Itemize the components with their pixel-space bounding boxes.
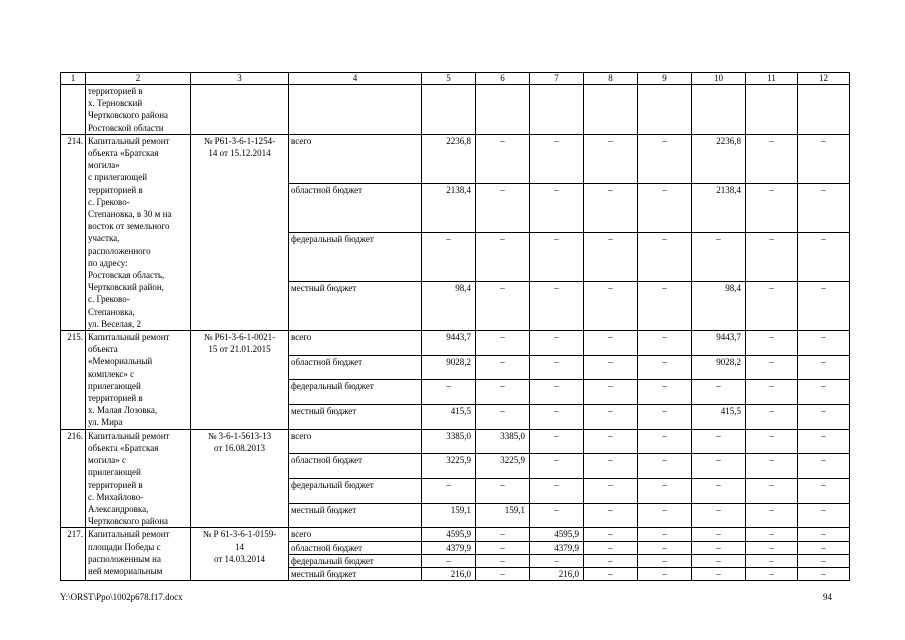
budget-value: –: [476, 134, 530, 183]
budget-value: –: [692, 567, 746, 580]
budget-value: –: [692, 380, 746, 405]
budget-value: –: [746, 454, 798, 479]
budget-value: –: [798, 405, 850, 430]
item-number: 217.: [61, 528, 86, 581]
budget-value: 4379,9: [422, 541, 476, 554]
budget-value: –: [746, 541, 798, 554]
budget-value: 216,0: [422, 567, 476, 580]
budget-source: областной бюджет: [289, 541, 422, 554]
budget-value: –: [476, 405, 530, 430]
budget-value: –: [798, 183, 850, 232]
budget-value: –: [530, 454, 584, 479]
budget-value: 9443,7: [422, 331, 476, 356]
budget-value: –: [584, 355, 638, 380]
budget-value: 3225,9: [476, 454, 530, 479]
budget-value: –: [422, 479, 476, 504]
column-number: 9: [638, 73, 692, 85]
budget-value: –: [584, 567, 638, 580]
budget-value: –: [638, 567, 692, 580]
budget-value: 415,5: [692, 405, 746, 430]
budget-source: федеральный бюджет: [289, 380, 422, 405]
budget-value: –: [476, 554, 530, 567]
budget-table: [60, 72, 850, 581]
budget-value: –: [476, 282, 530, 331]
item-document: № Р61-3-6-1-1254- 14 от 15.12.2014: [191, 134, 289, 330]
budget-value: –: [746, 479, 798, 504]
budget-source: федеральный бюджет: [289, 479, 422, 504]
footer-file-path: Y:\ORST\Ppo\1002p678.f17.docx: [60, 592, 183, 602]
budget-source: местный бюджет: [289, 567, 422, 580]
budget-value: –: [798, 380, 850, 405]
budget-source: всего: [289, 429, 422, 454]
budget-value: –: [798, 134, 850, 183]
budget-value: –: [584, 541, 638, 554]
budget-value: –: [638, 355, 692, 380]
budget-value: 2236,8: [422, 134, 476, 183]
budget-value: –: [476, 541, 530, 554]
budget-value: –: [746, 503, 798, 528]
budget-value: 3225,9: [422, 454, 476, 479]
column-number: 12: [798, 73, 850, 85]
column-number: 3: [191, 73, 289, 85]
budget-value: –: [476, 183, 530, 232]
budget-value: –: [476, 380, 530, 405]
budget-value: –: [798, 528, 850, 541]
item-description: Капитальный ремонт объекта «Мемориальный комплекс» с прилегающей территорией в х. Малая Лозовка, ул. Мира: [86, 331, 191, 430]
column-number: 10: [692, 73, 746, 85]
budget-value: –: [476, 528, 530, 541]
budget-value: –: [746, 429, 798, 454]
budget-value: –: [746, 331, 798, 356]
budget-value: –: [638, 541, 692, 554]
column-number-row: [61, 73, 850, 85]
budget-source: федеральный бюджет: [289, 554, 422, 567]
item-document: № 3-6-1-5613-13 от 16.08.2013: [191, 429, 289, 528]
budget-value: –: [530, 355, 584, 380]
budget-value: –: [798, 232, 850, 281]
item-description: Капитальный ремонт объекта «Братская могила» с прилегающей территорией в с. Греково- Степановка, в 30 м на восток от земельного участка, расположенного по адресу: Ростовская область, Чертковский район, с. Греково- Степановка, ул. Веселая, 2: [86, 134, 191, 330]
budget-value: –: [530, 134, 584, 183]
budget-value: 3385,0: [422, 429, 476, 454]
budget-value: –: [584, 282, 638, 331]
budget-value: –: [530, 331, 584, 356]
table-row: [61, 528, 850, 541]
column-number: 5: [422, 73, 476, 85]
budget-value: –: [584, 134, 638, 183]
budget-value: –: [530, 405, 584, 430]
budget-value: 4379,9: [530, 541, 584, 554]
budget-value: –: [584, 503, 638, 528]
budget-value: –: [798, 331, 850, 356]
column-number: 8: [584, 73, 638, 85]
item-number: 215.: [61, 331, 86, 430]
budget-value: –: [638, 134, 692, 183]
budget-value: –: [692, 503, 746, 528]
budget-source: федеральный бюджет: [289, 232, 422, 281]
budget-value: –: [476, 355, 530, 380]
budget-value: –: [692, 232, 746, 281]
column-number: 11: [746, 73, 798, 85]
budget-value: –: [798, 429, 850, 454]
continuation-description: территорией в х. Терновский Чертковского района Ростовской области: [86, 85, 191, 135]
column-number: 6: [476, 73, 530, 85]
budget-value: –: [692, 528, 746, 541]
budget-value: 98,4: [692, 282, 746, 331]
item-number: 216.: [61, 429, 86, 528]
budget-value: –: [638, 331, 692, 356]
budget-value: –: [638, 380, 692, 405]
budget-value: 159,1: [476, 503, 530, 528]
budget-value: –: [584, 554, 638, 567]
budget-value: 4595,9: [422, 528, 476, 541]
budget-value: –: [746, 554, 798, 567]
budget-value: 2138,4: [422, 183, 476, 232]
budget-value: 3385,0: [476, 429, 530, 454]
budget-value: 9028,2: [422, 355, 476, 380]
item-description: Капитальный ремонт объекта «Братская могила» с прилегающей территорией в с. Михайлово- Александровка, Чертковского района: [86, 429, 191, 528]
budget-value: 9028,2: [692, 355, 746, 380]
budget-value: –: [798, 282, 850, 331]
budget-value: 9443,7: [692, 331, 746, 356]
budget-value: –: [746, 183, 798, 232]
item-number: 214.: [61, 134, 86, 330]
budget-value: –: [638, 554, 692, 567]
budget-value: –: [422, 554, 476, 567]
budget-source: областной бюджет: [289, 183, 422, 232]
budget-value: –: [638, 429, 692, 454]
budget-source: местный бюджет: [289, 503, 422, 528]
budget-value: –: [584, 479, 638, 504]
budget-value: –: [638, 503, 692, 528]
budget-value: –: [422, 232, 476, 281]
budget-value: –: [638, 454, 692, 479]
budget-value: –: [692, 454, 746, 479]
budget-value: –: [798, 541, 850, 554]
item-document: № Р61-3-6-1-0021- 15 от 21.01.2015: [191, 331, 289, 430]
budget-value: –: [746, 380, 798, 405]
budget-value: –: [746, 134, 798, 183]
budget-value: –: [746, 405, 798, 430]
budget-value: –: [746, 528, 798, 541]
budget-value: –: [638, 528, 692, 541]
table-row: [61, 134, 850, 183]
budget-value: –: [584, 183, 638, 232]
budget-value: –: [746, 355, 798, 380]
budget-value: 2138,4: [692, 183, 746, 232]
budget-value: –: [798, 454, 850, 479]
budget-value: –: [422, 380, 476, 405]
budget-value: 2236,8: [692, 134, 746, 183]
budget-source: всего: [289, 134, 422, 183]
budget-value: –: [530, 232, 584, 281]
budget-value: –: [476, 232, 530, 281]
budget-value: –: [476, 479, 530, 504]
budget-value: –: [584, 380, 638, 405]
budget-value: –: [584, 331, 638, 356]
budget-value: –: [798, 479, 850, 504]
table-body: [61, 73, 850, 581]
budget-value: –: [638, 183, 692, 232]
budget-value: –: [530, 282, 584, 331]
budget-source: всего: [289, 528, 422, 541]
budget-value: 98,4: [422, 282, 476, 331]
budget-value: –: [530, 554, 584, 567]
budget-value: –: [530, 503, 584, 528]
continuation-num: [61, 85, 86, 135]
column-number: 2: [86, 73, 191, 85]
budget-value: 159,1: [422, 503, 476, 528]
budget-value: –: [584, 429, 638, 454]
budget-value: –: [638, 479, 692, 504]
column-number: 7: [530, 73, 584, 85]
budget-value: 415,5: [422, 405, 476, 430]
table-row: [61, 331, 850, 356]
budget-source: местный бюджет: [289, 405, 422, 430]
footer-page-number: 94: [823, 592, 832, 602]
budget-source: областной бюджет: [289, 454, 422, 479]
budget-value: –: [530, 479, 584, 504]
budget-value: –: [638, 282, 692, 331]
budget-value: –: [746, 232, 798, 281]
table-row: [61, 429, 850, 454]
column-number: 1: [61, 73, 86, 85]
item-document: № Р 61-3-6-1-0159- 14 от 14.03.2014: [191, 528, 289, 581]
budget-value: –: [638, 405, 692, 430]
budget-value: –: [692, 479, 746, 504]
budget-value: –: [798, 567, 850, 580]
budget-value: –: [476, 567, 530, 580]
budget-value: –: [584, 232, 638, 281]
budget-value: –: [530, 183, 584, 232]
budget-value: –: [476, 331, 530, 356]
budget-value: –: [798, 554, 850, 567]
budget-value: 216,0: [530, 567, 584, 580]
budget-source: областной бюджет: [289, 355, 422, 380]
budget-value: –: [692, 541, 746, 554]
budget-value: –: [638, 232, 692, 281]
budget-value: –: [692, 554, 746, 567]
budget-source: всего: [289, 331, 422, 356]
budget-value: –: [530, 380, 584, 405]
budget-value: –: [692, 429, 746, 454]
budget-value: –: [746, 567, 798, 580]
budget-value: –: [584, 528, 638, 541]
column-number: 4: [289, 73, 422, 85]
budget-value: –: [746, 282, 798, 331]
budget-value: –: [584, 405, 638, 430]
budget-value: 4595,9: [530, 528, 584, 541]
budget-value: –: [798, 503, 850, 528]
budget-source: местный бюджет: [289, 282, 422, 331]
budget-value: –: [584, 454, 638, 479]
item-description: Капитальный ремонт площади Победы с расположенным на ней мемориальным: [86, 528, 191, 581]
budget-value: –: [798, 355, 850, 380]
continuation-row: [61, 85, 850, 135]
budget-value: –: [530, 429, 584, 454]
